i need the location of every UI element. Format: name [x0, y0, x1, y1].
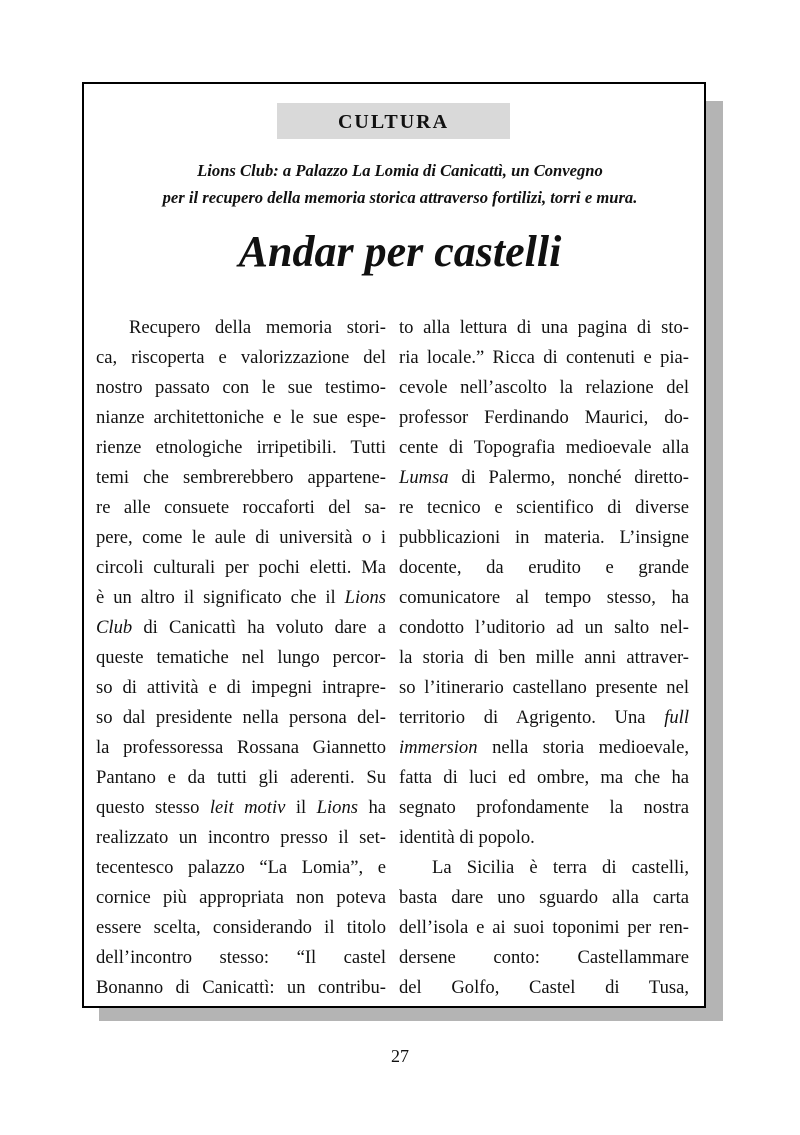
text-line: queste tematiche nel lungo percor- [96, 647, 386, 668]
text-line: circoli culturali per pochi eletti. Ma [96, 557, 386, 578]
text-line: La Sicilia è terra di castelli, [432, 857, 689, 878]
text-line: nostro passato con le sue testimo- [96, 377, 386, 398]
page-number: 27 [391, 1046, 409, 1066]
text-line: rienze etnologiche irripetibili. Tutti [96, 437, 386, 458]
text-line: pere, come le aule di università o i [96, 527, 386, 548]
text-column-left [96, 313, 386, 1003]
text-line: re tecnico e scientifico di diverse [399, 497, 689, 518]
text-line: dell’isola e ai suoi toponimi per ren- [399, 917, 689, 938]
text-line: Lumsa di Palermo, nonché diretto- [399, 467, 689, 488]
text-line: territorio di Agrigento. Una full [399, 707, 689, 728]
text-line: del Golfo, Castel di Tusa, [399, 977, 689, 998]
text-line: cornice più appropriata non poteva [96, 887, 386, 908]
text-line: temi che sembrerebbero appartene- [96, 467, 386, 488]
text-line: Bonanno di Canicattì: un contribu- [96, 977, 386, 998]
text-line: Club di Canicattì ha voluto dare a [96, 617, 386, 638]
text-line: so di attività e di impegni intrapre- [96, 677, 386, 698]
text-line: re alle consuete roccaforti del sa- [96, 497, 386, 518]
text-line: la storia di ben mille anni attraver- [399, 647, 689, 668]
text-line: fatta di luci ed ombre, ma che ha [399, 767, 689, 788]
section-label: CULTURA [277, 103, 510, 139]
text-line: dersene conto: Castellammare [399, 947, 689, 968]
text-column-right [399, 313, 689, 1003]
text-line: essere scelta, considerando il titolo [96, 917, 386, 938]
text-line: realizzato un incontro presso il set- [96, 827, 386, 848]
text-line: ca, riscoperta e valorizzazione del [96, 347, 386, 368]
text-line: segnato profondamente la nostra [399, 797, 689, 818]
text-line: nianze architettoniche e le sue espe- [96, 407, 386, 428]
text-line: tecentesco palazzo “La Lomia”, e [96, 857, 386, 878]
text-line: cente di Topografia medioevale alla [399, 437, 689, 458]
text-line: la professoressa Rossana Giannetto [96, 737, 386, 758]
text-line: so dal presidente nella persona del- [96, 707, 386, 728]
text-line: so l’itinerario castellano presente nel [399, 677, 689, 698]
subtitle-line: per il recupero della memoria storica attraverso fortilizi, torri e mura. [162, 188, 638, 207]
text-line: to alla lettura di una pagina di sto- [399, 317, 689, 338]
article-subtitle [90, 157, 710, 211]
text-line: professor Ferdinando Maurici, do- [399, 407, 689, 428]
text-line: Pantano e da tutti gli aderenti. Su [96, 767, 386, 788]
article-title: Andar per castelli [238, 227, 562, 276]
text-line: immersion nella storia medioevale, [399, 737, 689, 758]
text-line: comunicatore al tempo stesso, ha [399, 587, 689, 608]
text-line: questo stesso leit motiv il Lions ha [96, 797, 386, 818]
text-line: pubblicazioni in materia. L’insigne [399, 527, 689, 548]
text-line: Recupero della memoria stori- [129, 317, 386, 338]
text-line: condotto l’uditorio ad un salto nel- [399, 617, 689, 638]
text-line: cevole nell’ascolto la relazione del [399, 377, 689, 398]
text-line: dell’incontro stesso: “Il castel [96, 947, 386, 968]
text-line: ria locale.” Ricca di contenuti e pia- [399, 347, 689, 368]
text-line: docente, da erudito e grande [399, 557, 689, 578]
text-line: basta dare uno sguardo alla carta [399, 887, 689, 908]
subtitle-line: Lions Club: a Palazzo La Lomia di Canicattì, un Convegno [197, 161, 603, 180]
text-line: è un altro il significato che il Lions [96, 587, 386, 608]
text-line: identità di popolo. [399, 827, 535, 848]
